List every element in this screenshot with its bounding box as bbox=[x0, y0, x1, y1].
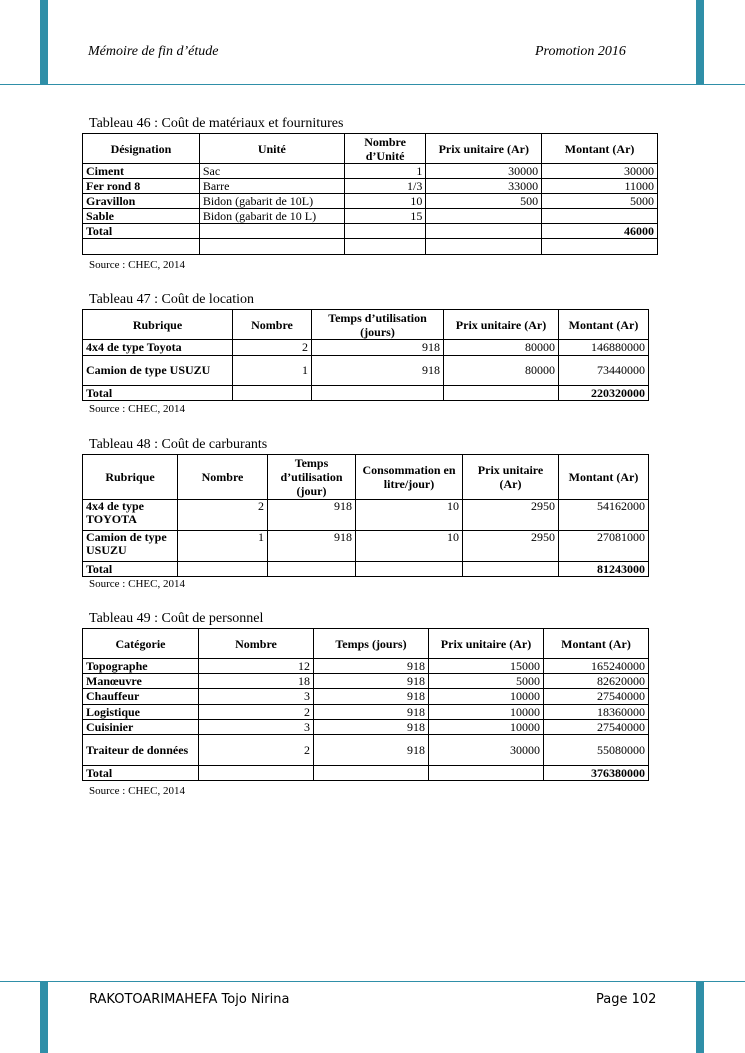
header-right-bar bbox=[696, 0, 704, 85]
cell: 10000 bbox=[429, 705, 544, 720]
total-row bbox=[83, 224, 658, 239]
cell: 918 bbox=[314, 689, 429, 705]
cell: Barre bbox=[199, 179, 344, 194]
cell: 54162000 bbox=[559, 500, 649, 531]
t48-h-temps: Temps d’utilisation (jour) bbox=[268, 455, 356, 500]
t49-caption: Tableau 49 : Coût de personnel bbox=[89, 611, 264, 626]
cell: 12 bbox=[199, 659, 314, 674]
t46-source: Source : CHEC, 2014 bbox=[89, 259, 185, 271]
table-row bbox=[83, 720, 649, 735]
t46-h-unite: Unité bbox=[199, 134, 344, 164]
cell: Manœuvre bbox=[83, 674, 199, 689]
t47-h-nombre: Nombre bbox=[233, 310, 312, 340]
t47-source: Source : CHEC, 2014 bbox=[89, 403, 185, 415]
cell: 918 bbox=[268, 500, 356, 531]
cell: Bidon (gabarit de 10L) bbox=[199, 194, 344, 209]
footer-page-number: Page 102 bbox=[596, 992, 657, 1007]
cell bbox=[178, 562, 268, 577]
t49-source: Source : CHEC, 2014 bbox=[89, 785, 185, 797]
header-promotion: Promotion 2016 bbox=[535, 44, 626, 59]
cell: 5000 bbox=[429, 674, 544, 689]
t48-header-row bbox=[83, 455, 649, 500]
t47-h-temps: Temps d’utilisation (jours) bbox=[312, 310, 444, 340]
t48-h-nombre: Nombre bbox=[178, 455, 268, 500]
cell bbox=[463, 562, 559, 577]
cell: 918 bbox=[268, 531, 356, 562]
cell: 918 bbox=[314, 720, 429, 735]
cell: 918 bbox=[314, 659, 429, 674]
t49-h-categorie: Catégorie bbox=[83, 629, 199, 659]
t46-caption: Tableau 46 : Coût de matériaux et fournitures bbox=[89, 116, 344, 131]
cell: Fer rond 8 bbox=[83, 179, 200, 194]
t46-h-nombre: Nombre d’Unité bbox=[344, 134, 426, 164]
cell bbox=[444, 386, 559, 401]
t47-h-montant: Montant (Ar) bbox=[559, 310, 649, 340]
cell bbox=[344, 224, 426, 239]
cell: Sac bbox=[199, 164, 344, 179]
table-row bbox=[83, 356, 649, 386]
cell: 3 bbox=[199, 720, 314, 735]
cell: 55080000 bbox=[544, 735, 649, 766]
cell: 4x4 de type Toyota bbox=[83, 340, 233, 356]
cell: 10 bbox=[356, 531, 463, 562]
cell bbox=[429, 766, 544, 781]
cell bbox=[233, 386, 312, 401]
cell: 3 bbox=[199, 689, 314, 705]
cell: 10 bbox=[356, 500, 463, 531]
cell: 1/3 bbox=[344, 179, 426, 194]
cell: 27540000 bbox=[544, 689, 649, 705]
t48-source: Source : CHEC, 2014 bbox=[89, 578, 185, 590]
cell: Cuisinier bbox=[83, 720, 199, 735]
cell bbox=[268, 562, 356, 577]
table-row bbox=[83, 500, 649, 531]
t48-h-prix: Prix unitaire (Ar) bbox=[463, 455, 559, 500]
cell: Total bbox=[83, 224, 200, 239]
cell: 918 bbox=[314, 735, 429, 766]
cell: 27540000 bbox=[544, 720, 649, 735]
footer-rule bbox=[0, 981, 745, 982]
cell bbox=[312, 386, 444, 401]
cell bbox=[356, 562, 463, 577]
empty-row bbox=[83, 239, 658, 255]
cell: 80000 bbox=[444, 356, 559, 386]
t47-caption: Tableau 47 : Coût de location bbox=[89, 292, 255, 307]
cell: Traiteur de données bbox=[83, 735, 199, 766]
cell: 4x4 de type TOYOTA bbox=[83, 500, 178, 531]
cell: Topographe bbox=[83, 659, 199, 674]
cell: 30000 bbox=[542, 164, 658, 179]
table-row bbox=[83, 209, 658, 224]
table-row bbox=[83, 735, 649, 766]
cell: Total bbox=[83, 562, 178, 577]
table-row bbox=[83, 179, 658, 194]
table-row bbox=[83, 194, 658, 209]
cell: 918 bbox=[314, 674, 429, 689]
cell: 81243000 bbox=[559, 562, 649, 577]
cell: 5000 bbox=[542, 194, 658, 209]
t46-h-prix: Prix unitaire (Ar) bbox=[426, 134, 542, 164]
table-row bbox=[83, 674, 649, 689]
cell: 918 bbox=[312, 356, 444, 386]
t47-h-prix: Prix unitaire (Ar) bbox=[444, 310, 559, 340]
cell bbox=[542, 209, 658, 224]
cell: 10 bbox=[344, 194, 426, 209]
cell: 80000 bbox=[444, 340, 559, 356]
cell: Total bbox=[83, 386, 233, 401]
cell: Ciment bbox=[83, 164, 200, 179]
t48-h-consommation: Consommation en litre/jour) bbox=[356, 455, 463, 500]
cell: 11000 bbox=[542, 179, 658, 194]
cell: 165240000 bbox=[544, 659, 649, 674]
footer-author: RAKOTOARIMAHEFA Tojo Nirina bbox=[89, 992, 290, 1007]
cell: 15000 bbox=[429, 659, 544, 674]
cell: 146880000 bbox=[559, 340, 649, 356]
cell bbox=[426, 209, 542, 224]
t49-h-temps: Temps (jours) bbox=[314, 629, 429, 659]
t46-h-designation: Désignation bbox=[83, 134, 200, 164]
cell: 73440000 bbox=[559, 356, 649, 386]
t49-h-nombre: Nombre bbox=[199, 629, 314, 659]
t48-table bbox=[82, 454, 649, 577]
t48-h-montant: Montant (Ar) bbox=[559, 455, 649, 500]
table-row bbox=[83, 659, 649, 674]
t46-h-montant: Montant (Ar) bbox=[542, 134, 658, 164]
cell: 18360000 bbox=[544, 705, 649, 720]
t49-table bbox=[82, 628, 649, 781]
t49-h-montant: Montant (Ar) bbox=[544, 629, 649, 659]
cell: 18 bbox=[199, 674, 314, 689]
footer-left-bar bbox=[40, 981, 48, 1053]
t46-header-row bbox=[83, 134, 658, 164]
cell: Logistique bbox=[83, 705, 199, 720]
cell: 918 bbox=[314, 705, 429, 720]
cell: 220320000 bbox=[559, 386, 649, 401]
cell: 1 bbox=[344, 164, 426, 179]
cell: 15 bbox=[344, 209, 426, 224]
cell: 30000 bbox=[429, 735, 544, 766]
table-row bbox=[83, 689, 649, 705]
footer-right-bar bbox=[696, 981, 704, 1053]
cell: Gravillon bbox=[83, 194, 200, 209]
cell: 2 bbox=[233, 340, 312, 356]
cell: Total bbox=[83, 766, 199, 781]
cell: 10000 bbox=[429, 689, 544, 705]
cell: 82620000 bbox=[544, 674, 649, 689]
cell bbox=[199, 766, 314, 781]
cell: Camion de type USUZU bbox=[83, 356, 233, 386]
cell: 2 bbox=[178, 500, 268, 531]
t47-h-rubrique: Rubrique bbox=[83, 310, 233, 340]
cell: 33000 bbox=[426, 179, 542, 194]
cell bbox=[314, 766, 429, 781]
cell: Sable bbox=[83, 209, 200, 224]
table-row bbox=[83, 164, 658, 179]
cell: 918 bbox=[312, 340, 444, 356]
cell: 2950 bbox=[463, 500, 559, 531]
total-row bbox=[83, 766, 649, 781]
cell: 2950 bbox=[463, 531, 559, 562]
cell: 376380000 bbox=[544, 766, 649, 781]
cell: 30000 bbox=[426, 164, 542, 179]
header-left-bar bbox=[40, 0, 48, 85]
t46-table bbox=[82, 133, 658, 255]
t48-h-rubrique: Rubrique bbox=[83, 455, 178, 500]
table-row bbox=[83, 705, 649, 720]
cell: Bidon (gabarit de 10 L) bbox=[199, 209, 344, 224]
header-title: Mémoire de fin d’étude bbox=[88, 44, 219, 59]
cell: 500 bbox=[426, 194, 542, 209]
t49-h-prix: Prix unitaire (Ar) bbox=[429, 629, 544, 659]
header-rule bbox=[0, 84, 745, 85]
t48-caption: Tableau 48 : Coût de carburants bbox=[89, 437, 268, 452]
t47-table bbox=[82, 309, 649, 401]
cell: 1 bbox=[178, 531, 268, 562]
table-row bbox=[83, 340, 649, 356]
total-row bbox=[83, 562, 649, 577]
cell bbox=[426, 224, 542, 239]
table-row bbox=[83, 531, 649, 562]
cell: 2 bbox=[199, 735, 314, 766]
cell: 1 bbox=[233, 356, 312, 386]
cell: Chauffeur bbox=[83, 689, 199, 705]
cell: 10000 bbox=[429, 720, 544, 735]
cell: Camion de type USUZU bbox=[83, 531, 178, 562]
cell: 27081000 bbox=[559, 531, 649, 562]
cell bbox=[199, 224, 344, 239]
t49-header-row bbox=[83, 629, 649, 659]
cell: 2 bbox=[199, 705, 314, 720]
t47-header-row bbox=[83, 310, 649, 340]
cell: 46000 bbox=[542, 224, 658, 239]
total-row bbox=[83, 386, 649, 401]
